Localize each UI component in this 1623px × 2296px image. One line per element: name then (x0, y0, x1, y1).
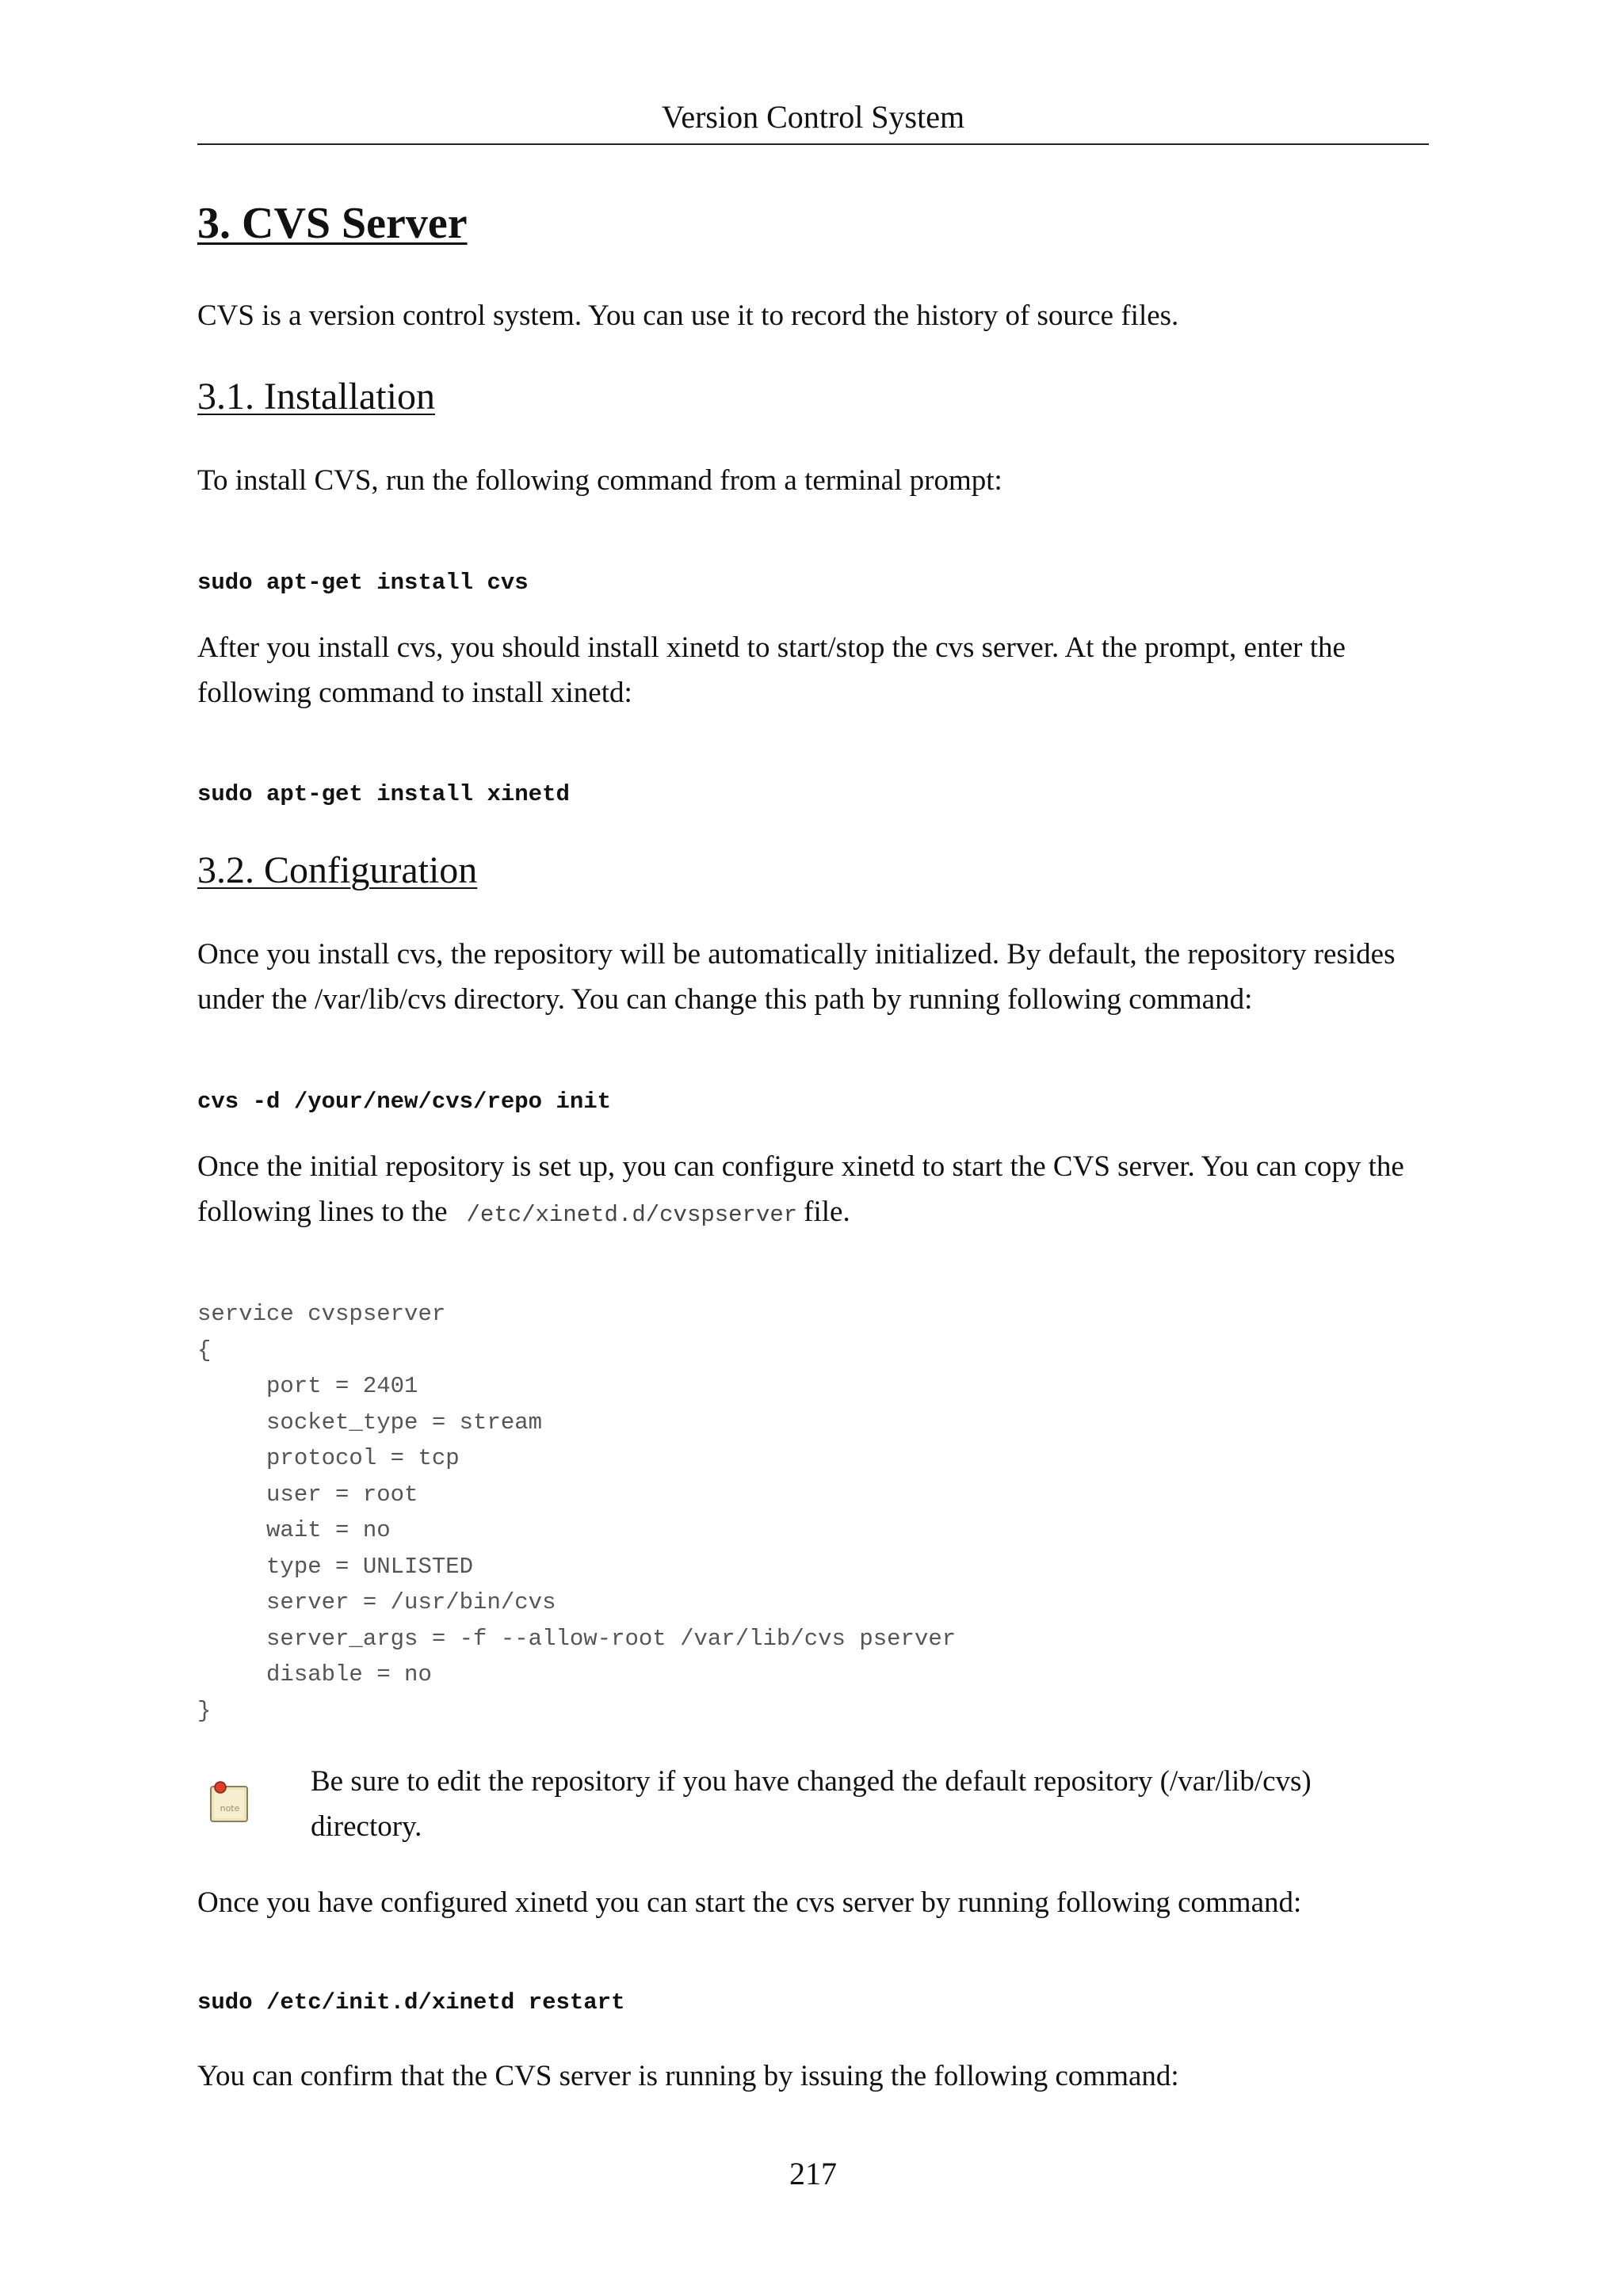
configuration-paragraph-1: Once you install cvs, the repository will be automatically initialized. By default, the repository resides under the /var/lib/cvs directory. You can change this path by running following command: (197, 938, 1396, 1016)
install-cvs-command: sudo apt-get install cvs (197, 570, 529, 596)
running-header: Version Control System (661, 99, 965, 135)
xinetd-config-block: service cvspserver { port = 2401 socket_type = stream protocol = tcp user = root wait = no type = UNLISTED server = /usr/bin/cvs server_args = -f --allow-root /var/lib/cvs pserver disable = no } (197, 1301, 957, 1724)
xinetd-restart-command: sudo /etc/init.d/xinetd restart (197, 1989, 625, 2016)
note-icon (208, 1779, 251, 1825)
cvs-init-command: cvs -d /your/new/cvs/repo init (197, 1089, 612, 1115)
section-title: 3. CVS Server (197, 199, 468, 248)
configuration-paragraph-2-text: Once the initial repository is set up, you can configure xinetd to start the CVS server. You can copy the following lines to the (197, 1150, 1404, 1228)
configuration-paragraph-2-end: file. (804, 1196, 850, 1228)
page-number: 217 (789, 2156, 837, 2191)
install-xinetd-command: sudo apt-get install xinetd (197, 781, 570, 807)
header-rule (197, 143, 1429, 145)
section-intro: CVS is a version control system. You can use it to record the history of source files. (197, 299, 1179, 332)
note-text: Be sure to edit the repository if you have changed the default repository (/var/lib/cvs) directory. (311, 1765, 1312, 1843)
installation-heading: 3.1. Installation (197, 376, 435, 418)
configuration-paragraph-2 (197, 1144, 1429, 1238)
installation-paragraph-2: After you install cvs, you should install xinetd to start/stop the cvs server. At the prompt, enter the following command to install xinetd: (197, 631, 1346, 709)
config-file-path: /etc/xinetd.d/cvspserver (466, 1202, 798, 1228)
configuration-paragraph-3: Once you have configured xinetd you can start the cvs server by running following command: (197, 1886, 1302, 1919)
configuration-heading: 3.2. Configuration (197, 849, 478, 891)
configuration-paragraph-4: You can confirm that the CVS server is running by issuing the following command: (197, 2060, 1179, 2092)
installation-paragraph-1: To install CVS, run the following command from a terminal prompt: (197, 464, 1002, 497)
svg-text:note: note (220, 1803, 240, 1814)
